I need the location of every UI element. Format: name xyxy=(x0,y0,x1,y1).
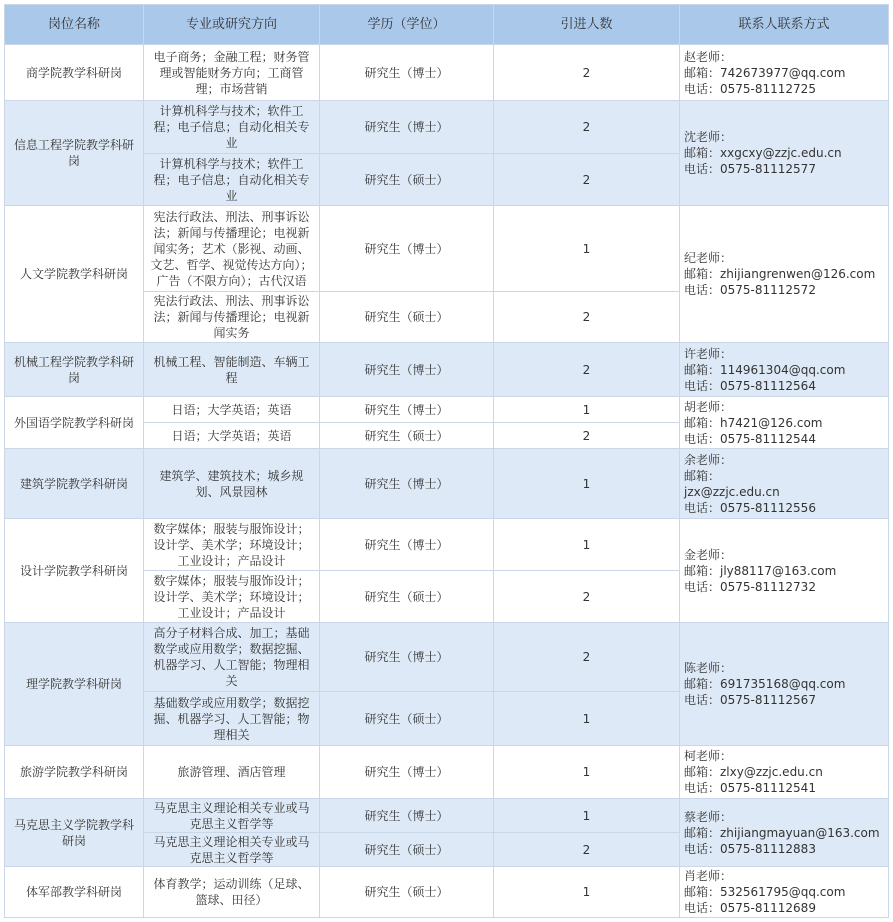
degree-cell: 研究生（博士） xyxy=(320,799,494,833)
major-cell: 马克思主义理论相关专业或马克思主义哲学等 xyxy=(144,799,320,833)
degree-cell: 研究生（博士） xyxy=(320,519,494,571)
contact-email: 邮箱：jly88117@163.com xyxy=(684,563,837,578)
contact-cell xyxy=(680,45,889,101)
count-cell: 1 xyxy=(494,692,680,746)
count-cell: 2 xyxy=(494,623,680,692)
table-row xyxy=(5,519,889,571)
contact-email: 邮箱：532561795@qq.com xyxy=(684,885,846,899)
count-cell: 1 xyxy=(494,519,680,571)
degree-cell: 研究生（硕士） xyxy=(320,571,494,623)
degree-cell: 研究生（博士） xyxy=(320,343,494,397)
contact-phone: 电话：0575-81112577 xyxy=(684,162,816,176)
contact-phone: 电话：0575-81112541 xyxy=(684,781,816,795)
major-cell: 建筑学、建筑技术；城乡规划、风景园林 xyxy=(144,449,320,519)
contact-email: jzx@zzjc.edu.cn xyxy=(684,484,780,499)
contact-cell xyxy=(680,519,889,623)
position-cell: 建筑学院教学科研岗 xyxy=(5,449,144,519)
degree-cell: 研究生（博士） xyxy=(320,746,494,799)
contact-email: 邮箱：691735168@qq.com xyxy=(684,677,846,691)
contact-cell xyxy=(680,343,889,397)
contact-phone: 电话：0575-81112883 xyxy=(684,841,816,856)
contact-cell xyxy=(680,623,889,746)
major-cell: 马克思主义理论相关专业或马克思主义哲学等 xyxy=(144,833,320,867)
contact-cell xyxy=(680,449,889,519)
table-row xyxy=(5,867,889,918)
count-cell: 2 xyxy=(494,343,680,397)
contact-email: 邮箱：zhijiangmayuan@163.com xyxy=(684,825,880,840)
degree-cell: 研究生（硕士） xyxy=(320,423,494,449)
position-cell: 设计学院教学科研岗 xyxy=(5,519,144,623)
major-cell: 数字媒体；服装与服饰设计；设计学、美术学；环境设计；工业设计；产品设计 xyxy=(144,571,320,623)
contact-name: 金老师： xyxy=(684,547,733,562)
contact-cell xyxy=(680,206,889,343)
table-header-row xyxy=(5,5,889,45)
contact-name: 肖老师： xyxy=(684,869,733,883)
degree-cell: 研究生（硕士） xyxy=(320,292,494,343)
contact-email: 邮箱：h7421@126.com xyxy=(684,415,823,430)
contact-cell xyxy=(680,397,889,449)
degree-cell: 研究生（硕士） xyxy=(320,154,494,206)
count-cell: 1 xyxy=(494,206,680,292)
table-row xyxy=(5,623,889,692)
position-cell: 马克思主义学院教学科研岗 xyxy=(5,799,144,867)
major-cell: 电子商务；金融工程；财务管理或智能财务方向；工商管理；市场营销 xyxy=(144,45,320,101)
contact-name: 柯老师： xyxy=(684,749,733,763)
contact-phone: 电话：0575-81112725 xyxy=(684,81,816,96)
count-cell: 2 xyxy=(494,292,680,343)
major-cell: 体育教学；运动训练（足球、篮球、田径） xyxy=(144,867,320,918)
major-cell: 基础数学或应用数学；数据挖掘、机器学习、人工智能；物理相关 xyxy=(144,692,320,746)
position-cell: 外国语学院教学科研岗 xyxy=(5,397,144,449)
contact-phone: 电话：0575-81112689 xyxy=(684,901,816,915)
position-cell: 理学院教学科研岗 xyxy=(5,623,144,746)
contact-email: 邮箱：742673977@qq.com xyxy=(684,65,846,80)
contact-name: 纪老师： xyxy=(684,251,733,265)
degree-cell: 研究生（博士） xyxy=(320,449,494,519)
contact-cell xyxy=(680,746,889,799)
position-cell: 体军部教学科研岗 xyxy=(5,867,144,918)
major-cell: 日语；大学英语；英语 xyxy=(144,397,320,423)
contact-name: 许老师： xyxy=(684,346,733,361)
count-cell: 2 xyxy=(494,833,680,867)
header-contact: 联系人联系方式 xyxy=(680,5,889,45)
table-row xyxy=(5,206,889,292)
degree-cell: 研究生（硕士） xyxy=(320,692,494,746)
count-cell: 2 xyxy=(494,101,680,154)
degree-cell: 研究生（博士） xyxy=(320,397,494,423)
contact-phone: 电话：0575-81112544 xyxy=(684,431,816,446)
major-cell: 计算机科学与技术；软件工程；电子信息；自动化相关专业 xyxy=(144,154,320,206)
contact-cell xyxy=(680,867,889,918)
position-cell: 人文学院教学科研岗 xyxy=(5,206,144,343)
contact-phone: 电话：0575-81112732 xyxy=(684,579,816,594)
count-cell: 1 xyxy=(494,449,680,519)
major-cell: 高分子材料合成、加工；基础数学或应用数学；数据挖掘、机器学习、人工智能；物理相关 xyxy=(144,623,320,692)
major-cell: 旅游管理、酒店管理 xyxy=(144,746,320,799)
position-cell: 机械工程学院教学科研岗 xyxy=(5,343,144,397)
table-row xyxy=(5,449,889,519)
contact-email: 邮箱：zlxy@zzjc.edu.cn xyxy=(684,765,823,779)
table-row xyxy=(5,343,889,397)
contact-phone: 电话：0575-81112564 xyxy=(684,378,816,393)
count-cell: 2 xyxy=(494,154,680,206)
table-row xyxy=(5,746,889,799)
contact-phone: 电话：0575-81112556 xyxy=(684,500,816,515)
degree-cell: 研究生（博士） xyxy=(320,101,494,154)
count-cell: 2 xyxy=(494,423,680,449)
header-degree: 学历（学位） xyxy=(320,5,494,45)
contact-email-label: 邮箱： xyxy=(684,468,721,483)
major-cell: 数字媒体；服装与服饰设计；设计学、美术学；环境设计；工业设计；产品设计 xyxy=(144,519,320,571)
contact-cell xyxy=(680,799,889,867)
degree-cell: 研究生（博士） xyxy=(320,206,494,292)
major-cell: 计算机科学与技术；软件工程；电子信息；自动化相关专业 xyxy=(144,101,320,154)
position-cell: 旅游学院教学科研岗 xyxy=(5,746,144,799)
contact-name: 陈老师： xyxy=(684,661,733,675)
contact-phone: 电话：0575-81112567 xyxy=(684,693,816,707)
contact-phone: 电话：0575-81112572 xyxy=(684,283,816,297)
recruitment-table xyxy=(4,4,889,918)
count-cell: 1 xyxy=(494,867,680,918)
contact-name: 胡老师： xyxy=(684,399,733,414)
table-row xyxy=(5,799,889,833)
degree-cell: 研究生（硕士） xyxy=(320,833,494,867)
table-row xyxy=(5,45,889,101)
count-cell: 2 xyxy=(494,571,680,623)
count-cell: 2 xyxy=(494,45,680,101)
position-cell: 信息工程学院教学科研岗 xyxy=(5,101,144,206)
degree-cell: 研究生（博士） xyxy=(320,45,494,101)
major-cell: 宪法行政法、刑法、刑事诉讼法；新闻与传播理论；电视新闻实务；艺术（影视、动画、文艺、哲学、视觉传达方向）；广告（不限方向）；古代汉语 xyxy=(144,206,320,292)
position-cell: 商学院教学科研岗 xyxy=(5,45,144,101)
contact-name: 沈老师： xyxy=(684,130,733,144)
header-count: 引进人数 xyxy=(494,5,680,45)
contact-email: 邮箱：xxgcxy@zzjc.edu.cn xyxy=(684,146,842,160)
table-row xyxy=(5,397,889,423)
contact-name: 赵老师： xyxy=(684,49,733,64)
degree-cell: 研究生（硕士） xyxy=(320,867,494,918)
degree-cell: 研究生（博士） xyxy=(320,623,494,692)
contact-name: 余老师： xyxy=(684,452,733,467)
major-cell: 机械工程、智能制造、车辆工程 xyxy=(144,343,320,397)
contact-name: 蔡老师： xyxy=(684,809,733,824)
count-cell: 1 xyxy=(494,746,680,799)
contact-email: 邮箱：zhijiangrenwen@126.com xyxy=(684,267,876,281)
table-row xyxy=(5,101,889,154)
contact-email: 邮箱：114961304@qq.com xyxy=(684,362,846,377)
major-cell: 日语；大学英语；英语 xyxy=(144,423,320,449)
major-cell: 宪法行政法、刑法、刑事诉讼法；新闻与传播理论；电视新闻实务 xyxy=(144,292,320,343)
count-cell: 1 xyxy=(494,799,680,833)
contact-cell xyxy=(680,101,889,206)
count-cell: 1 xyxy=(494,397,680,423)
header-position: 岗位名称 xyxy=(5,5,144,45)
header-major: 专业或研究方向 xyxy=(144,5,320,45)
